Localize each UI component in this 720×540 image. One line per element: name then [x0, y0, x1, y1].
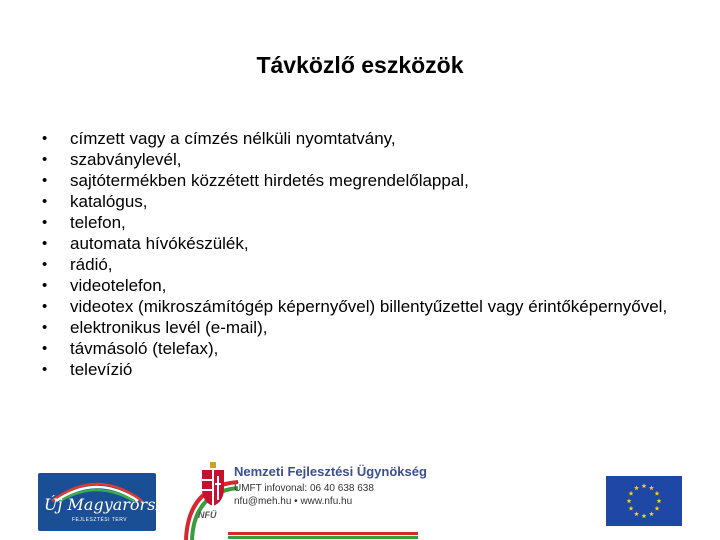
eu-star [627, 498, 632, 503]
eu-star [657, 498, 662, 503]
eu-star [634, 485, 639, 490]
um-logo-subtext: FEJLESZTÉSI TERV [72, 517, 128, 523]
uj-magyarorszag-logo [38, 473, 184, 531]
nfu-logo [178, 456, 438, 540]
eu-star [642, 483, 647, 488]
bullet-text: rádió, [70, 255, 113, 274]
bullet-dot: • [42, 256, 48, 273]
bullet-text: szabványlevél, [70, 150, 182, 169]
nfu-infoline: ÚMFT infovonal: 06 40 638 638 [234, 483, 374, 494]
bullet-text: sajtótermékben közzétett hirdetés megrendelőlappal, [70, 171, 469, 190]
bullet-item [42, 359, 702, 380]
bullet-dot: • [42, 130, 48, 147]
bullet-text: videotex (mikroszámítógép képernyővel) billentyűzettel vagy érintőképernyővel, [70, 297, 668, 316]
bullet-item [42, 317, 702, 338]
bullet-dot: • [42, 151, 48, 168]
eu-star [629, 491, 634, 496]
bullet-item [42, 254, 702, 275]
bullet-dot: • [42, 277, 48, 294]
bullet-text: katalógus, [70, 192, 148, 211]
slide-title: Távközlő eszközök [256, 52, 464, 78]
nfu-web-email: nfu@meh.hu • www.nfu.hu [234, 496, 353, 507]
bullet-item [42, 212, 702, 233]
bullet-item [42, 338, 702, 359]
eu-star [649, 511, 654, 516]
eu-star [634, 511, 639, 516]
bullet-dot: • [42, 193, 48, 210]
eu-star [629, 506, 634, 511]
nfu-abbreviation: NFÜ [198, 510, 217, 520]
bullet-item [42, 128, 702, 149]
eu-star [655, 491, 660, 496]
bullet-dot: • [42, 235, 48, 252]
bullet-text: automata hívókészülék, [70, 234, 249, 253]
bullet-item [42, 170, 702, 191]
bullet-text: telefon, [70, 213, 126, 232]
bullet-dot: • [42, 319, 48, 336]
coat-of-arms-icon [198, 462, 228, 508]
bullet-dot: • [42, 298, 48, 315]
bullet-item [42, 191, 702, 212]
bullet-item [42, 275, 702, 296]
eu-star [642, 513, 647, 518]
eu-star [655, 506, 660, 511]
bullet-text: elektronikus levél (e-mail), [70, 318, 268, 337]
bullet-dot: • [42, 214, 48, 231]
bullet-item [42, 149, 702, 170]
bullet-text: televízió [70, 360, 133, 379]
bullet-text: távmásoló (telefax), [70, 339, 219, 358]
bullet-dot: • [42, 172, 48, 189]
bullet-list [42, 128, 702, 380]
nfu-contact-info [234, 482, 374, 508]
bullet-text: videotelefon, [70, 276, 167, 295]
bullet-dot: • [42, 340, 48, 357]
eu-star [649, 485, 654, 490]
um-logo-text: Új Magyarország [44, 495, 184, 514]
bullet-dot: • [42, 361, 48, 378]
eu-stars-icon [606, 476, 682, 526]
bullet-item [42, 233, 702, 254]
bullet-item [42, 296, 702, 317]
bullet-text: címzett vagy a címzés nélküli nyomtatvány, [70, 129, 396, 148]
eu-flag [606, 476, 682, 526]
nfu-name: Nemzeti Fejlesztési Ügynökség [234, 464, 427, 479]
